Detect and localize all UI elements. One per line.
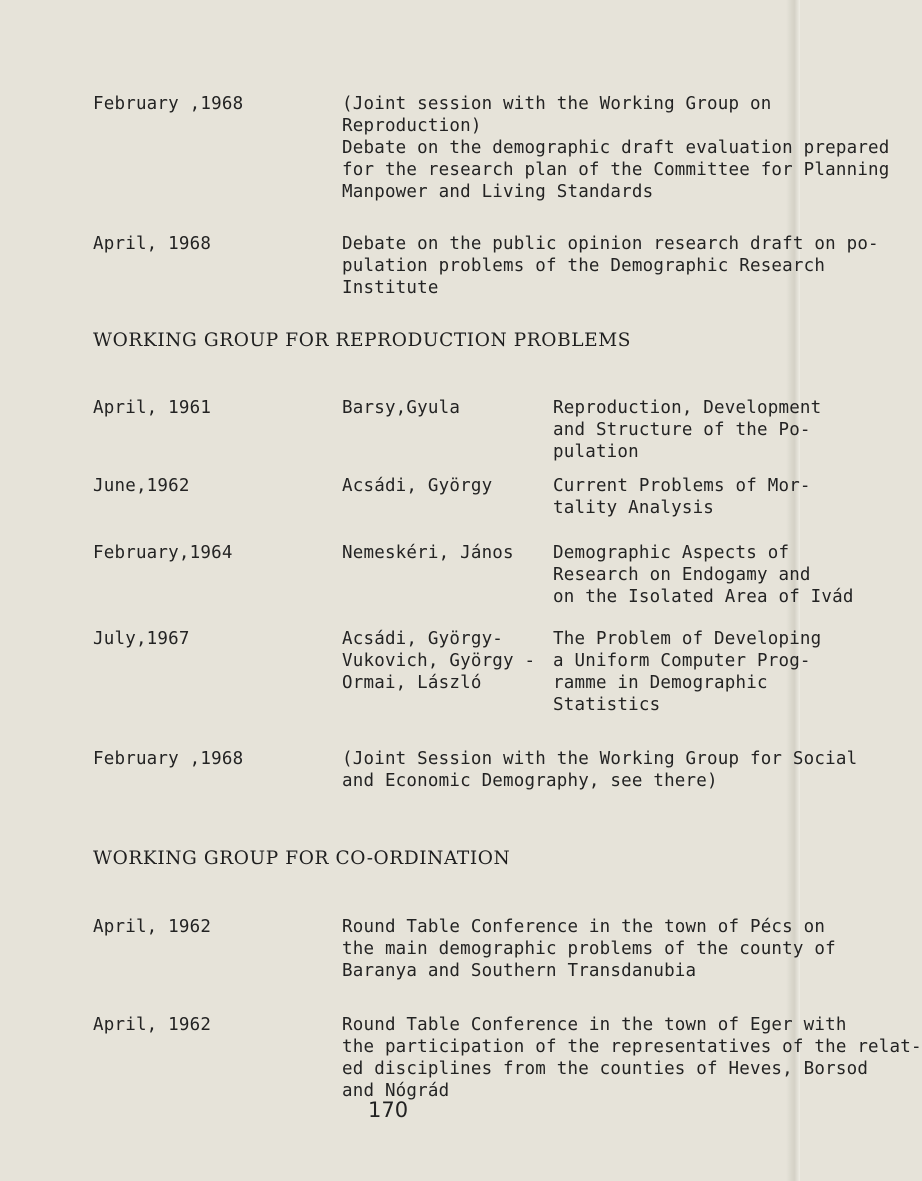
text-line: for the research plan of the Committee for Planning [342,160,890,180]
entry-date: June,1962 [93,476,190,496]
entry-title [553,542,854,608]
text-line: Debate on the demographic draft evaluation prepared [342,138,890,158]
page-number: 170 [368,1098,409,1122]
text-line: the participation of the representatives of the relat- [342,1037,922,1057]
entry-date: February,1964 [93,543,233,563]
text-line: Institute [342,278,439,298]
entry-author: Acsádi, György- [342,629,504,649]
text-line: on the Isolated Area of Ivád [553,587,854,607]
entry-description [342,1014,922,1102]
text-line: and Economic Demography, see there) [342,771,718,791]
text-line: (Joint session with the Working Group on [342,94,772,114]
text-line: Demographic Aspects of [553,543,790,563]
entry-description [342,916,836,982]
entry-date: April, 1962 [93,1015,212,1035]
text-line: The Problem of Developing [553,629,822,649]
text-line: and Structure of the Po- [553,420,811,440]
entry-date: April, 1968 [93,234,212,254]
section-heading-coordination: WORKING GROUP FOR CO-ORDINATION [93,848,511,869]
entry-author: Nemeskéri, János [342,543,514,563]
text-line: Research on Endogamy and [553,565,811,585]
entry-title [553,628,821,716]
text-line: tality Analysis [553,498,715,518]
text-line: Round Table Conference in the town of Pécs on [342,917,826,937]
entry-date: April, 1961 [93,398,212,418]
entry-date: April, 1962 [93,917,212,937]
text-line: and Nógrád [342,1081,450,1101]
text-line: pulation problems of the Demographic Research [342,256,826,276]
entry-author: Ormai, László [342,673,482,693]
entry-authors [342,628,535,694]
text-line: Reproduction, Development [553,398,822,418]
text-line: Current Problems of Mor- [553,476,811,496]
text-line: pulation [553,442,639,462]
entry-note [342,748,857,792]
text-line: a Uniform Computer Prog- [553,651,811,671]
text-line: Statistics [553,695,661,715]
entry-date: February ,1968 [93,749,244,769]
text-line: (Joint Session with the Working Group for Social [342,749,858,769]
entry-author: Barsy,Gyula [342,398,461,418]
text-line: the main demographic problems of the county of [342,939,836,959]
entry-date: February ,1968 [93,94,244,114]
entry-title [553,475,811,519]
entry-description [342,233,879,299]
text-line: ramme in Demographic [553,673,768,693]
entry-date: July,1967 [93,629,190,649]
text-line: Reproduction) [342,116,482,136]
entry-author: Vukovich, György - [342,651,536,671]
section-heading-reproduction: WORKING GROUP FOR REPRODUCTION PROBLEMS [93,330,632,351]
entry-title [553,397,821,463]
text-line: ed disciplines from the counties of Heves, Borsod [342,1059,869,1079]
text-line: Manpower and Living Standards [342,182,654,202]
entry-author: Acsádi, György [342,476,493,496]
entry-description [342,93,890,203]
text-line: Debate on the public opinion research draft on po- [342,234,879,254]
text-line: Round Table Conference in the town of Eger with [342,1015,847,1035]
text-line: Baranya and Southern Transdanubia [342,961,697,981]
